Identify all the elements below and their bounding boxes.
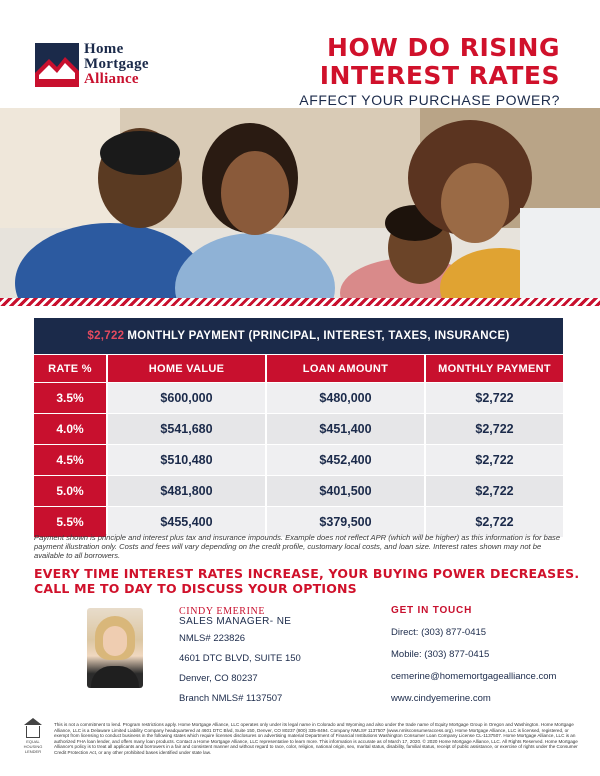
avatar-body bbox=[91, 666, 139, 688]
cta-line1: EVERY TIME INTEREST RATES INCREASE, YOUR BUYING POWER DECREASES. bbox=[34, 566, 580, 581]
rate-cell: 3.5% bbox=[34, 382, 106, 413]
rates-table bbox=[34, 318, 563, 537]
table-header bbox=[34, 355, 563, 382]
contact-website-link[interactable]: www.cindyemerine.com bbox=[391, 693, 491, 704]
contact-mobile-phone[interactable]: Mobile: (303) 877-0415 bbox=[391, 649, 490, 660]
banner-text: MONTHLY PAYMENT (PRINCIPAL, INTEREST, TAXES, INSURANCE) bbox=[127, 330, 510, 342]
contact-info bbox=[391, 605, 556, 704]
agent-address1: 4601 DTC BLVD, SUITE 150 bbox=[179, 653, 301, 664]
agent-info bbox=[179, 606, 301, 704]
table-body bbox=[34, 382, 563, 537]
table-banner bbox=[34, 318, 563, 354]
legal-text: This is not a commitment to lend. Program restrictions apply. Home Mortgage Alliance, LLC operates only under its legal name in Colorado and Wyoming and also under the trade name of Equity Mortgage Group in Oregon and Washington. Home Mortgage Alliance, LLC is a Delaware Limited Liability Company headquartered at 4601 DTC Blvd, Suite 150, Denver, CO 80237 (800) 335-8494. Company NMLS# 1137507 (www.nmlsconsumeraccess.org). Home Mortgage Alliance, LLC is licensed, registered, or exempt from licensing to conduct business in the following states which require licenses disclosures on advertising material Department of Financial Institutions Washington Consumer Loan Company License CL-1137507. Home Mortgage Alliance, LLC is an authorized FHA loan lender, and offers many loan products. Contact a Home Mortgage Alliance, LLC representative to learn more. This information is accurate as of March 17, 2020. © 2020 Home Mortgage Alliance, LLC. All Rights Reserved. Home Mortgage Alliance's policy is to treat all applicants and borrowers in a fair and consistent manner and without regard to race, color, religion, national origin, sex, marital status, disability, familial status, receipt of public assistance, or exercise of rights under the Consumer Credit Protection Act, or any other prohibited bases identified under state law. bbox=[54, 722, 578, 755]
headline-line1: HOW DO RISING bbox=[327, 33, 560, 62]
rate-cell: 4.0% bbox=[34, 413, 106, 444]
company-name-line1: Home bbox=[84, 41, 124, 57]
agent-title: SALES MANAGER- NE bbox=[179, 616, 292, 627]
rate-cell: 5.0% bbox=[34, 475, 106, 506]
home-value-cell: $541,680 bbox=[108, 413, 265, 444]
avatar-face bbox=[103, 626, 127, 656]
contact-email-link[interactable]: cemerine@homemortgagealliance.com bbox=[391, 671, 557, 682]
equal-housing-icon bbox=[26, 726, 40, 738]
loan-amount-cell: $379,500 bbox=[267, 506, 424, 537]
header-monthly-payment: MONTHLY PAYMENT bbox=[426, 355, 563, 382]
agent-avatar bbox=[87, 608, 143, 688]
agent-nmls: NMLS# 223826 bbox=[179, 633, 246, 644]
equal-housing-label: EQUAL HOUSING LENDER bbox=[23, 739, 43, 754]
payment-cell: $2,722 bbox=[426, 444, 563, 475]
agent-name: CINDY EMERINE bbox=[179, 606, 266, 617]
headline-line2: INTEREST RATES bbox=[319, 61, 560, 90]
home-value-cell: $600,000 bbox=[108, 382, 265, 413]
rate-cell: 5.5% bbox=[34, 506, 106, 537]
decorative-stripe bbox=[0, 298, 600, 306]
loan-amount-cell: $480,000 bbox=[267, 382, 424, 413]
loan-amount-cell: $451,400 bbox=[267, 413, 424, 444]
banner-amount: $2,722 bbox=[87, 330, 125, 342]
table-row bbox=[34, 382, 563, 413]
company-name-line3: Alliance bbox=[84, 71, 139, 87]
equal-housing-logo bbox=[20, 722, 46, 756]
house-logo-icon bbox=[35, 43, 79, 87]
table-row bbox=[34, 475, 563, 506]
contact-direct-phone[interactable]: Direct: (303) 877-0415 bbox=[391, 627, 487, 638]
call-to-action bbox=[34, 566, 579, 596]
payment-cell: $2,722 bbox=[426, 475, 563, 506]
payment-cell: $2,722 bbox=[426, 382, 563, 413]
family-photo bbox=[0, 108, 600, 306]
page-headline bbox=[299, 34, 560, 108]
rate-cell: 4.5% bbox=[34, 444, 106, 475]
payment-cell: $2,722 bbox=[426, 413, 563, 444]
payment-disclaimer: Payment shown is principle and interest plus tax and insurance impounds. Example does not reflect APR (which will be higher) as this information is for base payment illustration only. Costs and fees will vary depending on the credit profile, customary local costs, and loan size. Interest rates shown may not be available to all borrowers. bbox=[34, 533, 561, 560]
agent-branch-nmls: Branch NMLS# 1137507 bbox=[179, 693, 283, 704]
legal-footer bbox=[20, 722, 584, 756]
contact-header: GET IN TOUCH bbox=[391, 605, 473, 616]
company-logo bbox=[35, 42, 149, 87]
header-loan-amount: LOAN AMOUNT bbox=[267, 355, 424, 382]
payment-cell: $2,722 bbox=[426, 506, 563, 537]
agent-address2: Denver, CO 80237 bbox=[179, 673, 258, 684]
family-photo-illustration bbox=[0, 108, 600, 306]
loan-amount-cell: $401,500 bbox=[267, 475, 424, 506]
cta-line2: CALL ME TO DAY TO DISCUSS YOUR OPTIONS bbox=[34, 581, 357, 596]
home-value-cell: $481,800 bbox=[108, 475, 265, 506]
home-value-cell: $455,400 bbox=[108, 506, 265, 537]
header-rate: RATE % bbox=[34, 355, 106, 382]
company-name bbox=[84, 42, 149, 87]
table-row bbox=[34, 413, 563, 444]
home-value-cell: $510,480 bbox=[108, 444, 265, 475]
headline-subtitle: AFFECT YOUR PURCHASE POWER? bbox=[299, 92, 560, 108]
header-home-value: HOME VALUE bbox=[108, 355, 265, 382]
loan-amount-cell: $452,400 bbox=[267, 444, 424, 475]
company-name-line2: Mortgage bbox=[84, 56, 149, 72]
table-row bbox=[34, 444, 563, 475]
